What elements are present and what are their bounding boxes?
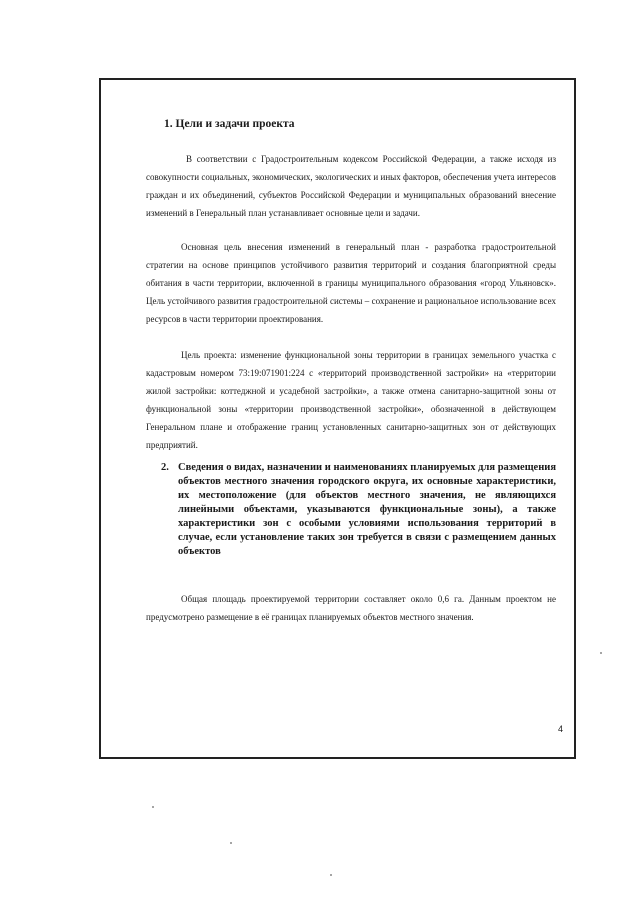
scan-speck bbox=[330, 874, 332, 876]
section-1-heading: 1. Цели и задачи проекта bbox=[164, 118, 295, 130]
page-number: 4 bbox=[558, 724, 564, 734]
section-2-heading bbox=[161, 461, 556, 559]
section-1-paragraph-3: Цель проекта: изменение функциональной зоны территории в границах земельного участка с кадастровым номером 73:19:071901:224 с «территорий производственной застройки» на «территории жилой застройки: коттеджной и усадебной застройки», а также отмена санитарно-защитной зоны от функциональной зоны «территории производственной застройки», обозначенной в действующем Генеральном плане и отображение границ установленных санитарно-защитных зон от действующих предприятий. bbox=[146, 350, 556, 450]
section-2-heading-text: Сведения о видах, назначении и наименованиях планируемых для размещения объектов местного значения городского округа, их основные характеристики, их местоположение (для объектов местного значения, не являющихся линейными объектами, указываются функциональные зоны), а также характеристики зон с особыми условиями использования территорий в случае, если установление таких зон требуется в связи с размещением данных объектов bbox=[178, 462, 556, 557]
scan-speck bbox=[600, 652, 602, 654]
section-1-paragraph-1: В соответствии с Градостроительным кодексом Российской Федерации, а также исходя из совокупности социальных, экономических, экологических и иных факторов, обеспечения учета интересов граждан и их объединений, субъектов Российской Федерации и муниципальных образований внесение изменений в Генеральный план устанавливает основные цели и задачи. bbox=[146, 154, 556, 218]
section-2-paragraph: Общая площадь проектируемой территории составляет около 0,6 га. Данным проектом не предусмотрено размещение в её границах планируемых объектов местного значения. bbox=[146, 594, 556, 622]
scan-speck bbox=[152, 806, 154, 808]
section-2-number: 2. bbox=[161, 462, 169, 473]
section-1-paragraph-2: Основная цель внесения изменений в генеральный план - разработка градостроительной стратегии на основе принципов устойчивого развития территорий и создания благоприятной среды обитания в части территории, включенной в границы муниципального образования «город Ульяновск». Цель устойчивого развития градостроительной системы – сохранение и рациональное использование всех ресурсов в части территории проектирования. bbox=[146, 242, 556, 324]
scan-speck bbox=[230, 842, 232, 844]
